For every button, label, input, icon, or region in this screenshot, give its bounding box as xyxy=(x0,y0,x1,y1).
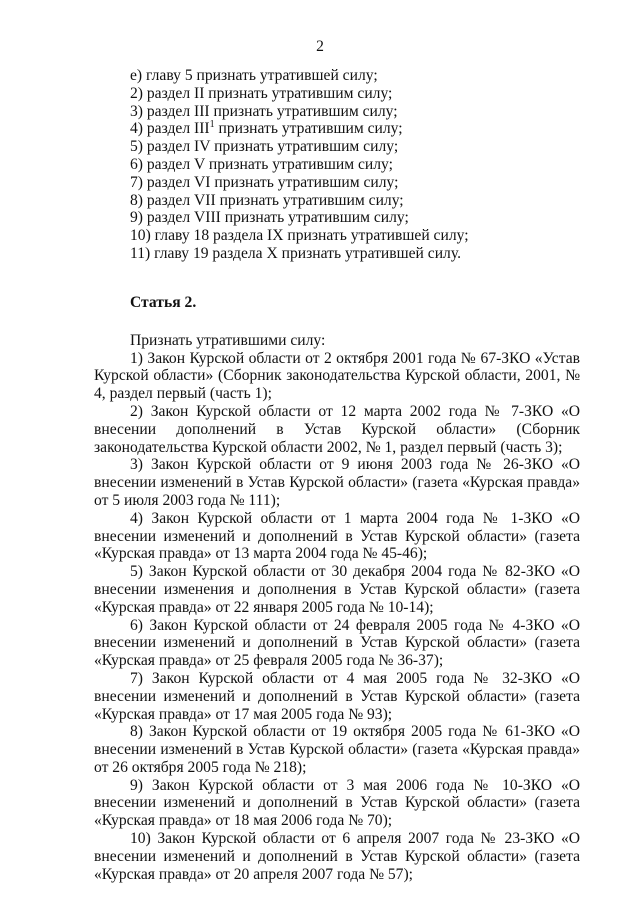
list-item xyxy=(94,85,580,103)
article-heading: Статья 2. xyxy=(130,293,197,311)
list-item-text: 4) раздел III xyxy=(130,120,210,138)
list-item-text: 5) раздел IV признать утратившим силу; xyxy=(130,138,399,156)
law-paragraph: 5) Закон Курской области от 30 декабря 2004 года № 82-ЗКО «О внесении изменения и дополнения в Устав Курской области» (газета «Курская правда» от 22 января 2005 года № 10-14); xyxy=(94,563,580,616)
law-paragraph: 7) Закон Курской области от 4 мая 2005 года № 32-ЗКО «О внесении изменений и дополнений в Устав Курской области» (газета «Курская правда» от 17 мая 2005 года № 93); xyxy=(94,669,580,723)
list-item-text: е) главу 5 признать утратившей силу; xyxy=(130,67,378,84)
list-item-text: 2) раздел II признать утратившим силу; xyxy=(130,84,393,102)
amendment-list xyxy=(94,67,580,263)
law-paragraph: 4) Закон Курской области от 1 марта 2004 года № 1-ЗКО «О внесении изменений и дополнений в Устав Курской области» (газета «Курская правда» от 13 марта 2004 года № 45-46); xyxy=(94,509,580,563)
page-number: 2 xyxy=(316,38,324,55)
list-item xyxy=(94,156,580,174)
list-item xyxy=(94,174,580,192)
law-paragraph: 2) Закон Курской области от 12 марта 2002 года № 7-ЗКО «О внесении дополнений в Устав Курской области» (Сборник законодательства Курской области 2002, № 1, раздел первый (часть 3); xyxy=(94,402,580,456)
superscript: 1 xyxy=(209,119,215,131)
list-item xyxy=(94,209,580,227)
document-body xyxy=(94,67,580,883)
law-paragraph: 6) Закон Курской области от 24 февраля 2005 года № 4-ЗКО «О внесении изменений и дополнений в Устав Курской области» (газета «Курская правда» от 25 февраля 2005 года № 36-37); xyxy=(94,616,580,670)
law-paragraph: 9) Закон Курской области от 3 мая 2006 года № 10-ЗКО «О внесении изменений и дополнений в Устав Курской области» (газета «Курская правда» от 18 мая 2006 года № 70); xyxy=(94,776,580,830)
list-item-text: 8) раздел VII признать утратившим силу; xyxy=(130,191,404,209)
list-item-text: 3) раздел III признать утратившим силу; xyxy=(130,102,398,120)
law-paragraph: 1) Закон Курской области от 2 октября 2001 года № 67-ЗКО «Устав Курской области» (Сборник законодательства Курской области, 2001, № 4, раздел первый (часть 1); xyxy=(94,349,580,403)
law-paragraph: 10) Закон Курской области от 6 апреля 2007 года № 23-ЗКО «О внесении изменений и дополнений в Устав Курской области» (газета «Курская правда» от 20 апреля 2007 года № 57); xyxy=(94,830,580,883)
repealed-laws-list xyxy=(94,350,580,884)
list-item-text: 7) раздел VI признать утратившим силу; xyxy=(130,173,399,191)
list-item xyxy=(94,192,580,210)
list-item xyxy=(94,120,580,138)
list-item-text: признать утратившим силу; xyxy=(214,120,403,138)
list-item-text: 10) главу 18 раздела IX признать утратившей силу; xyxy=(130,227,469,245)
list-item xyxy=(94,103,580,121)
list-item-text: 6) раздел V признать утратившим силу; xyxy=(130,155,393,173)
law-paragraph: 8) Закон Курской области от 19 октября 2005 года № 61-ЗКО «О внесении изменений в Устав Курской области» (газета «Курская правда» от 26 октября 2005 года № 218); xyxy=(94,723,580,776)
list-item xyxy=(94,245,580,263)
list-item xyxy=(94,227,580,245)
list-item xyxy=(94,138,580,156)
list-item xyxy=(94,67,580,85)
list-item-text: 9) раздел VIII признать утратившим силу; xyxy=(130,209,409,227)
law-paragraph: 3) Закон Курской области от 9 июня 2003 года № 26-ЗКО «О внесении изменений в Устав Курской области» (газета «Курская правда» от 5 июля 2003 года № 111); xyxy=(94,456,580,509)
article-lead: Признать утратившими силу: xyxy=(130,331,326,349)
list-item-text: 11) главу 19 раздела X признать утратившей силу. xyxy=(130,244,461,262)
